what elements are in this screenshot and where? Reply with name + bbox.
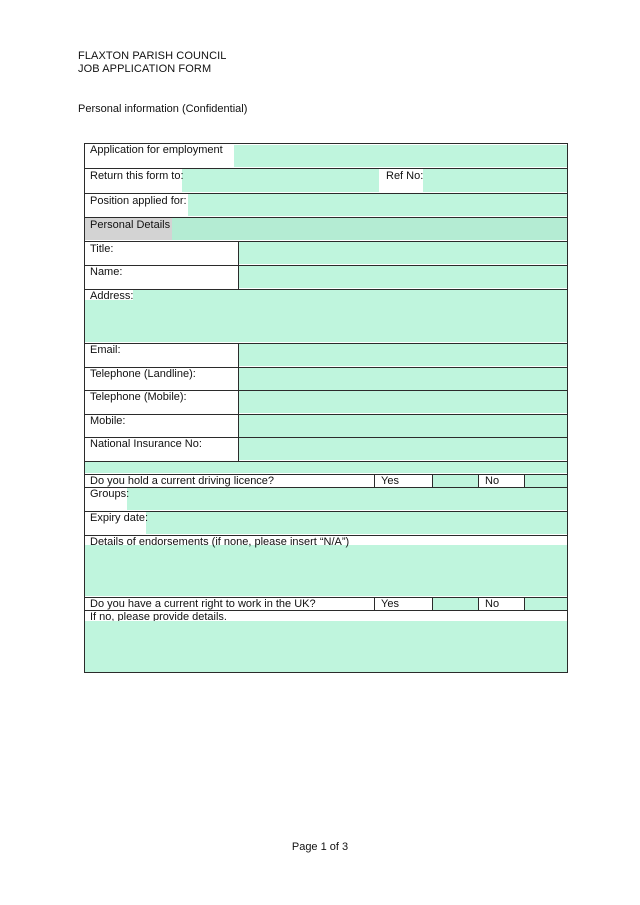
licence-yes-box[interactable] [433,475,479,487]
email-field[interactable] [239,344,567,366]
name-field[interactable] [239,266,567,288]
rtw-no-label: No [485,598,500,610]
name-label: Name: [90,266,123,278]
rtw-no-box[interactable] [525,598,567,610]
form-title: JOB APPLICATION FORM [78,63,212,75]
licence-no-label: No [485,475,500,487]
address-label: Address: [90,290,134,302]
endorsements-label: Details of endorsements (if none, please insert “N/A”) [90,536,350,548]
licence-no-box[interactable] [525,475,567,487]
rtw-details-field[interactable] [85,621,567,672]
personal-details-heading: Personal Details [90,219,171,231]
title-field[interactable] [239,242,567,264]
return-to-label: Return this form to: [90,170,184,182]
position-field[interactable] [188,194,567,216]
ni-no-field[interactable] [239,438,567,460]
ref-no-field[interactable] [423,169,567,192]
expiry-label: Expiry date: [90,512,149,524]
mobile-field[interactable] [239,415,567,437]
groups-label: Groups: [90,488,130,500]
expiry-field[interactable] [146,512,567,534]
title-label: Title: [90,243,114,255]
personal-details-band [172,218,567,240]
tel-mobile-field[interactable] [239,391,567,413]
application-for-label: Application for employment [90,144,223,156]
tel-landline-label: Telephone (Landline): [90,368,196,380]
email-label: Email: [90,344,121,356]
council-name: FLAXTON PARISH COUNCIL [78,50,227,62]
mobile-label: Mobile: [90,415,126,427]
rtw-yes-label: Yes [381,598,399,610]
section-title: Personal information (Confidential) [78,103,248,115]
groups-field[interactable] [127,488,567,510]
licence-yes-label: Yes [381,475,399,487]
rtw-yes-box[interactable] [433,598,479,610]
position-label: Position applied for: [90,195,187,207]
tel-mobile-label: Telephone (Mobile): [90,391,187,403]
application-for-field[interactable] [234,145,567,167]
if-no-label: If no, please provide details. [90,611,227,621]
page-number: Page 1 of 3 [291,841,349,853]
ref-no-label: Ref No: [386,170,424,182]
address-field[interactable] [85,300,567,342]
licence-question: Do you hold a current driving licence? [90,475,275,487]
ni-no-label: National Insurance No: [90,438,202,450]
return-to-field[interactable] [182,169,379,192]
right-to-work-question: Do you have a current right to work in the UK? [90,598,316,610]
endorsements-field[interactable] [85,545,567,596]
tel-landline-field[interactable] [239,368,567,390]
